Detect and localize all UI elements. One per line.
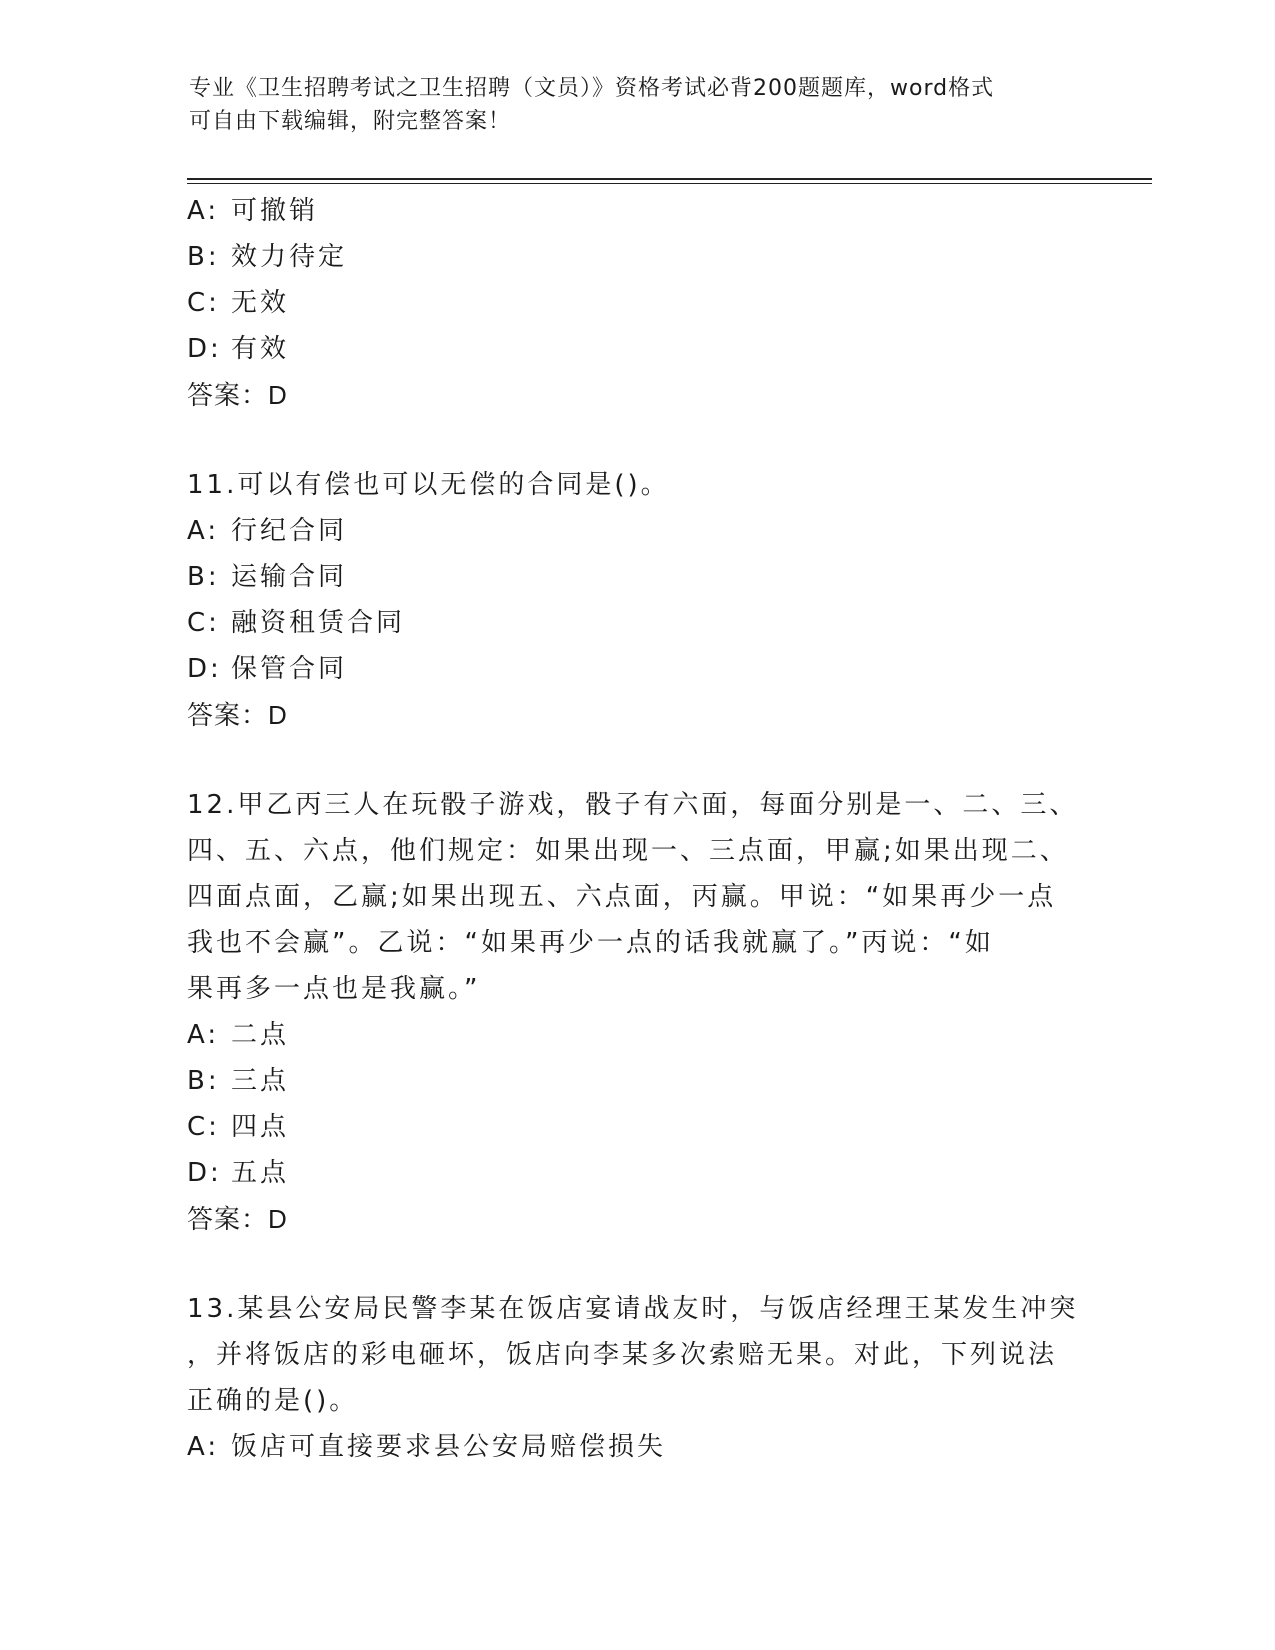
option-text: 饭店可直接要求县公安局赔偿损失 bbox=[231, 1432, 667, 1462]
option-key: A: bbox=[187, 1432, 220, 1462]
question-stem-line: 四面点面，乙赢;如果出现五、六点面，丙赢。甲说：“如果再少一点 bbox=[187, 882, 1057, 912]
option-a bbox=[187, 1424, 1087, 1470]
option-key: A: bbox=[187, 1020, 220, 1050]
option-text: 有效 bbox=[231, 334, 290, 364]
option-text: 无效 bbox=[231, 288, 290, 318]
question-12 bbox=[187, 782, 1087, 1242]
option-key: B: bbox=[187, 1066, 220, 1096]
option-key: C: bbox=[187, 288, 220, 318]
question-10 bbox=[187, 188, 1087, 418]
question-stem: 11.可以有偿也可以无偿的合同是()。 bbox=[187, 470, 670, 500]
option-text: 效力待定 bbox=[231, 242, 348, 272]
option-text: 运输合同 bbox=[231, 562, 348, 592]
option-c bbox=[187, 600, 1087, 646]
question-13 bbox=[187, 1286, 1087, 1470]
question-stem-line: 13.某县公安局民警李某在饭店宴请战友时，与饭店经理王某发生冲突 bbox=[187, 1294, 1079, 1324]
option-text: 四点 bbox=[231, 1112, 290, 1142]
option-text: 五点 bbox=[231, 1158, 290, 1188]
option-key: A: bbox=[187, 516, 220, 546]
option-d bbox=[187, 326, 1087, 372]
question-stem-line: 四、五、六点，他们规定：如果出现一、三点面，甲赢;如果出现二、 bbox=[187, 836, 1069, 866]
option-a bbox=[187, 188, 1087, 234]
document-header bbox=[189, 72, 1069, 138]
option-text: 可撤销 bbox=[231, 196, 319, 226]
question-11 bbox=[187, 462, 1087, 738]
option-d bbox=[187, 1150, 1087, 1196]
option-c bbox=[187, 1104, 1087, 1150]
option-key: B: bbox=[187, 562, 220, 592]
question-stem-line: ，并将饭店的彩电砸坏，饭店向李某多次索赔无果。对此，下列说法 bbox=[187, 1340, 1058, 1370]
question-stem-line: 我也不会赢”。乙说：“如果再少一点的话我就赢了。”丙说：“如 bbox=[187, 928, 994, 958]
spacer bbox=[187, 418, 1087, 462]
option-b bbox=[187, 234, 1087, 280]
question-stem-line: 果再多一点也是我赢。” bbox=[187, 974, 481, 1004]
option-key: D: bbox=[187, 1158, 222, 1188]
answer-line: 答案：D bbox=[187, 1204, 288, 1234]
header-line-1: 专业《卫生招聘考试之卫生招聘（文员）》资格考试必背200题题库，word格式 bbox=[189, 76, 995, 101]
spacer bbox=[187, 738, 1087, 782]
answer-line: 答案：D bbox=[187, 700, 288, 730]
option-a bbox=[187, 1012, 1087, 1058]
option-text: 行纪合同 bbox=[231, 516, 348, 546]
option-key: A: bbox=[187, 196, 220, 226]
spacer bbox=[187, 1242, 1087, 1286]
option-key: B: bbox=[187, 242, 220, 272]
header-divider-thick bbox=[187, 178, 1152, 180]
option-key: D: bbox=[187, 334, 222, 364]
question-list bbox=[187, 188, 1087, 1470]
question-stem-line: 正确的是()。 bbox=[187, 1386, 359, 1416]
option-text: 二点 bbox=[231, 1020, 290, 1050]
header-line-2: 可自由下载编辑，附完整答案！ bbox=[189, 109, 512, 134]
option-text: 保管合同 bbox=[231, 654, 348, 684]
option-a bbox=[187, 508, 1087, 554]
option-key: D: bbox=[187, 654, 222, 684]
option-c bbox=[187, 280, 1087, 326]
header-divider-thin bbox=[187, 183, 1152, 184]
option-key: C: bbox=[187, 608, 220, 638]
option-b bbox=[187, 1058, 1087, 1104]
question-stem-line: 12.甲乙丙三人在玩骰子游戏，骰子有六面，每面分别是一、二、三、 bbox=[187, 790, 1079, 820]
option-text: 融资租赁合同 bbox=[231, 608, 406, 638]
answer-line: 答案：D bbox=[187, 380, 288, 410]
option-d bbox=[187, 646, 1087, 692]
option-b bbox=[187, 554, 1087, 600]
option-text: 三点 bbox=[231, 1066, 290, 1096]
option-key: C: bbox=[187, 1112, 220, 1142]
